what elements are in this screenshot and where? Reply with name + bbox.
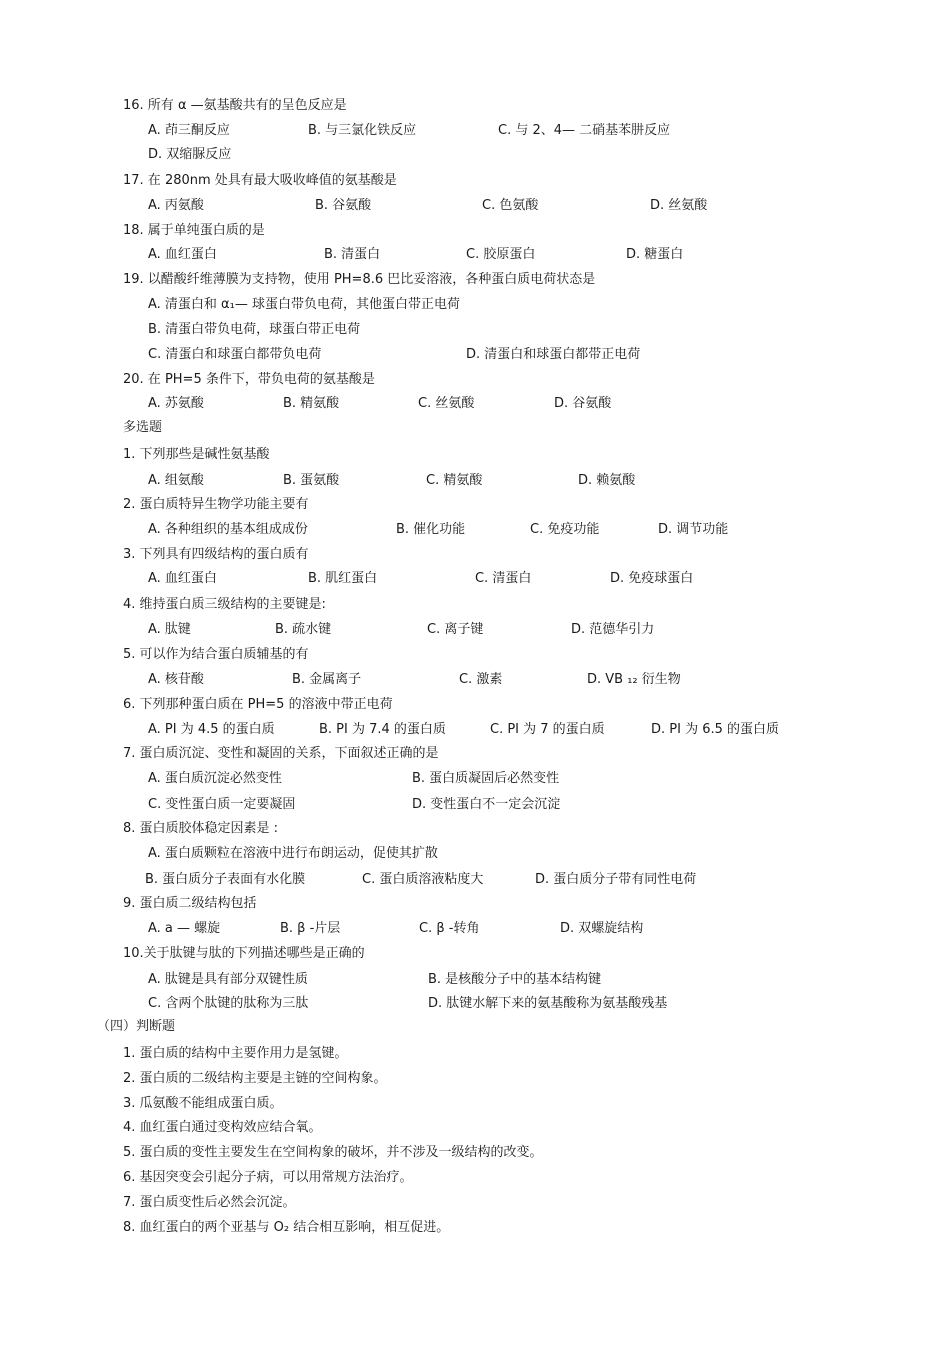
- option-d: D. 调节功能: [658, 522, 729, 537]
- option-a: A. 丙氨酸: [148, 198, 204, 213]
- option-c: C. 丝氨酸: [418, 396, 475, 411]
- question-m9: 9. 蛋白质二级结构包括: [123, 896, 257, 911]
- statement-5: 5. 蛋白质的变性主要发生在空间构象的破坏，并不涉及一级结构的改变。: [123, 1145, 543, 1160]
- option-a: A. 蛋白质颗粒在溶液中进行布朗运动，促使其扩散: [148, 846, 438, 861]
- option-a: A. a — 螺旋: [148, 921, 221, 936]
- option-c: C. 胶原蛋白: [466, 247, 536, 262]
- option-c: C. 精氨酸: [426, 473, 483, 488]
- option-d: D. 变性蛋白不一定会沉淀: [412, 797, 561, 812]
- option-a: A. 苏氨酸: [148, 396, 204, 411]
- option-b: B. 清蛋白带负电荷，球蛋白带正电荷: [148, 322, 361, 337]
- statement-2: 2. 蛋白质的二级结构主要是主链的空间构象。: [123, 1071, 387, 1086]
- option-a: A. 核苷酸: [148, 672, 204, 687]
- option-b: B. 蛋白质凝固后必然变性: [412, 771, 560, 786]
- statement-3: 3. 瓜氨酸不能组成蛋白质。: [123, 1096, 283, 1111]
- option-c: C. 含两个肽键的肽称为三肽: [148, 996, 309, 1011]
- statement-7: 7. 蛋白质变性后必然会沉淀。: [123, 1195, 296, 1210]
- option-a: A. 蛋白质沉淀必然变性: [148, 771, 282, 786]
- option-c: C. 与 2、4— 二硝基苯肼反应: [498, 123, 671, 138]
- option-a: A. 清蛋白和 α₁— 球蛋白带负电荷，其他蛋白带正电荷: [148, 297, 460, 312]
- question-m4: 4. 维持蛋白质三级结构的主要键是:: [123, 597, 326, 612]
- option-d: D. 范德华引力: [571, 622, 655, 637]
- option-a: A. 肽键: [148, 622, 191, 637]
- option-a: A. PI 为 4.5 的蛋白质: [148, 722, 275, 737]
- section-heading-true-false: （四）判断题: [97, 1019, 176, 1034]
- question-20: 20. 在 PH=5 条件下，带负电荷的氨基酸是: [123, 372, 375, 387]
- option-d: D. 丝氨酸: [650, 198, 708, 213]
- option-d: D. 赖氨酸: [578, 473, 636, 488]
- option-b: B. 金属离子: [292, 672, 362, 687]
- question-16: 16. 所有 α —氨基酸共有的呈色反应是: [123, 98, 347, 113]
- option-b: B. 催化功能: [396, 522, 466, 537]
- option-b: B. 蛋白质分子表面有水化膜: [145, 872, 306, 887]
- option-c: C. 蛋白质溶液粘度大: [362, 872, 484, 887]
- option-d: D. 蛋白质分子带有同性电荷: [535, 872, 697, 887]
- question-m8: 8. 蛋白质胶体稳定因素是 :: [123, 821, 279, 836]
- option-b: B. PI 为 7.4 的蛋白质: [319, 722, 446, 737]
- option-b: B. 谷氨酸: [315, 198, 372, 213]
- option-d: D. 肽键水解下来的氨基酸称为氨基酸残基: [428, 996, 668, 1011]
- option-d: D. 清蛋白和球蛋白都带正电荷: [466, 347, 641, 362]
- question-17: 17. 在 280nm 处具有最大吸收峰值的氨基酸是: [123, 173, 397, 188]
- option-d: D. 免疫球蛋白: [610, 571, 694, 586]
- option-c: C. 激素: [459, 672, 503, 687]
- option-d: D. 双缩脲反应: [148, 147, 232, 162]
- statement-8: 8. 血红蛋白的两个亚基与 O₂ 结合相互影响，相互促进。: [123, 1220, 450, 1235]
- option-b: B. β -片层: [280, 921, 341, 936]
- option-d: D. 糖蛋白: [626, 247, 684, 262]
- option-c: C. 变性蛋白质一定要凝固: [148, 797, 296, 812]
- option-c: C. PI 为 7 的蛋白质: [490, 722, 605, 737]
- option-c: C. 免疫功能: [530, 522, 600, 537]
- question-m6: 6. 下列那种蛋白质在 PH=5 的溶液中带正电荷: [123, 697, 393, 712]
- statement-1: 1. 蛋白质的结构中主要作用力是氢键。: [123, 1046, 348, 1061]
- option-b: B. 与三氯化铁反应: [308, 123, 417, 138]
- question-m3: 3. 下列具有四级结构的蛋白质有: [123, 547, 309, 562]
- option-c: C. β -转角: [419, 921, 480, 936]
- option-b: B. 精氨酸: [283, 396, 340, 411]
- option-a: A. 茚三酮反应: [148, 123, 230, 138]
- option-c: C. 离子键: [427, 622, 484, 637]
- section-heading-multiple-choice: 多选题: [123, 420, 163, 435]
- option-c: C. 色氨酸: [482, 198, 539, 213]
- option-c: C. 清蛋白和球蛋白都带负电荷: [148, 347, 322, 362]
- option-d: D. VB ₁₂ 衍生物: [587, 672, 681, 687]
- option-a: A. 肽键是具有部分双键性质: [148, 972, 308, 987]
- option-d: D. 谷氨酸: [554, 396, 612, 411]
- question-m2: 2. 蛋白质特异生物学功能主要有: [123, 497, 309, 512]
- option-a: A. 血红蛋白: [148, 571, 217, 586]
- option-b: B. 疏水键: [275, 622, 332, 637]
- question-m7: 7. 蛋白质沉淀、变性和凝固的关系，下面叙述正确的是: [123, 746, 439, 761]
- option-b: B. 蛋氨酸: [283, 473, 340, 488]
- option-a: A. 血红蛋白: [148, 247, 217, 262]
- question-m10: 10.关于肽键与肽的下列描述哪些是正确的: [123, 946, 365, 961]
- option-c: C. 清蛋白: [475, 571, 532, 586]
- statement-4: 4. 血红蛋白通过变构效应结合氧。: [123, 1120, 322, 1135]
- question-m5: 5. 可以作为结合蛋白质辅基的有: [123, 647, 309, 662]
- option-b: B. 肌红蛋白: [308, 571, 378, 586]
- question-19: 19. 以醋酸纤维薄膜为支持物，使用 PH=8.6 巴比妥溶液，各种蛋白质电荷状态是: [123, 272, 596, 287]
- option-a: A. 组氨酸: [148, 473, 204, 488]
- question-m1: 1. 下列那些是碱性氨基酸: [123, 447, 270, 462]
- option-b: B. 清蛋白: [324, 247, 381, 262]
- statement-6: 6. 基因突变会引起分子病，可以用常规方法治疗。: [123, 1170, 413, 1185]
- option-d: D. 双螺旋结构: [560, 921, 644, 936]
- option-b: B. 是核酸分子中的基本结构键: [428, 972, 602, 987]
- option-d: D. PI 为 6.5 的蛋白质: [651, 722, 780, 737]
- option-a: A. 各种组织的基本组成成份: [148, 522, 308, 537]
- question-18: 18. 属于单纯蛋白质的是: [123, 223, 265, 238]
